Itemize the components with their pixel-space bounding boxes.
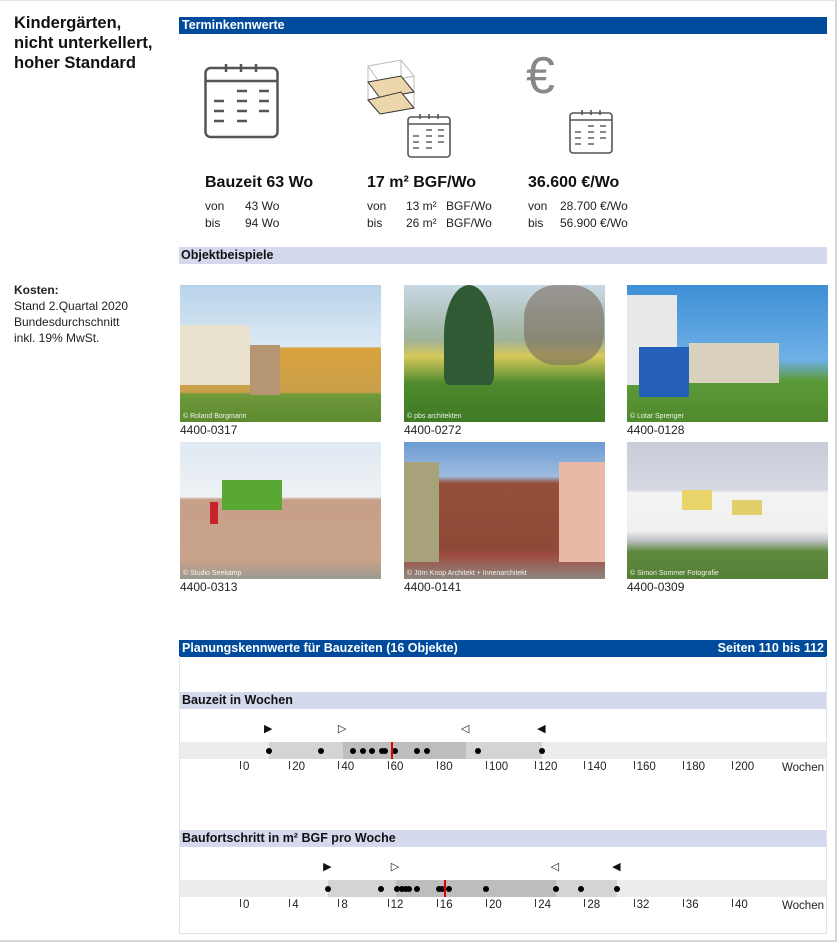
axis-unit-label: Wochen [782, 762, 824, 774]
axis-tick: 36 [683, 899, 699, 911]
axis-tick: 16 [437, 899, 453, 911]
kennwert-bgf [367, 174, 492, 232]
axis-tick: 20 [289, 761, 305, 773]
min-marker-icon: ▶ [323, 861, 332, 873]
axis-tick: 12 [388, 899, 404, 911]
photo-credit: © Jörn Knop Architekt + Innenarchitekt [407, 570, 527, 577]
photo-4400-0128[interactable] [627, 285, 828, 422]
bauzeit-chart [180, 718, 826, 778]
axis-unit-label: Wochen [782, 900, 824, 912]
von-value: 13 m² [406, 199, 437, 213]
kennwert-title: Bauzeit 63 Wo [205, 174, 314, 191]
axis-tick: 180 [683, 761, 705, 773]
data-point [382, 748, 388, 754]
kennwert-title: 36.600 €/Wo [528, 174, 620, 191]
baufortschritt-chart [180, 856, 826, 916]
axis-tick: 28 [584, 899, 600, 911]
von-label: von [205, 199, 225, 213]
von-unit: BGF/Wo [446, 199, 492, 213]
axis-tick: 200 [732, 761, 754, 773]
photo-4400-0272[interactable] [404, 285, 605, 422]
cost-date: Stand 2.Quartal 2020 [14, 299, 129, 313]
object-id: 4400-0128 [627, 423, 685, 437]
axis-tick: 80 [437, 761, 453, 773]
axis-tick: 100 [486, 761, 508, 773]
min-marker-icon: ▶ [264, 723, 273, 735]
section-header-objektbeispiele: Objektbeispiele [179, 247, 827, 264]
lower-marker-icon: ▷ [390, 861, 400, 873]
chart-title-baufortschritt: Baufortschritt in m² BGF pro Woche [180, 830, 826, 847]
photo-4400-0309[interactable] [627, 442, 828, 579]
data-point [424, 748, 430, 754]
median-line [391, 742, 393, 759]
photo-credit: © Simon Sommer Fotografie [630, 570, 719, 577]
axis-tick: 40 [338, 761, 354, 773]
axis-tick: 160 [634, 761, 656, 773]
von-value: 43 Wo [245, 199, 280, 213]
kennwert-kosten [528, 174, 628, 232]
object-id: 4400-0141 [404, 580, 462, 594]
euro-icon: € [526, 47, 555, 105]
quartile-band [396, 880, 556, 897]
page-title [14, 13, 152, 73]
photo-credit: © Studio Seekamp [183, 570, 242, 577]
von-value: 28.700 €/Wo [560, 199, 628, 213]
data-point [446, 886, 452, 892]
axis-tick: 120 [535, 761, 557, 773]
axis-tick: 4 [289, 899, 298, 911]
data-point [414, 886, 420, 892]
calendar-icon [204, 64, 279, 139]
axis-tick: 140 [584, 761, 606, 773]
section-header-terminkennwerte: Terminkennwerte [179, 17, 827, 34]
photo-4400-0317[interactable] [180, 285, 381, 422]
von-label: von [367, 199, 387, 213]
bis-label: bis [367, 216, 383, 230]
object-id: 4400-0272 [404, 423, 462, 437]
bis-unit: BGF/Wo [446, 216, 492, 230]
euro-calendar-icon [569, 110, 613, 155]
object-id: 4400-0313 [180, 580, 238, 594]
section-header-planungskennwerte [179, 640, 827, 657]
title-line: hoher Standard [14, 54, 136, 72]
data-point [553, 886, 559, 892]
data-point [483, 886, 489, 892]
axis-tick: 8 [338, 899, 347, 911]
bis-label: bis [528, 216, 544, 230]
chart-title-bauzeit: Bauzeit in Wochen [180, 692, 826, 709]
axis-tick: 32 [634, 899, 650, 911]
photo-credit: © pbs architekten [407, 413, 462, 420]
photo-4400-0313[interactable] [180, 442, 381, 579]
upper-marker-icon: ◁ [460, 723, 470, 735]
bis-label: bis [205, 216, 221, 230]
bis-value: 26 m² [406, 216, 437, 230]
data-point [350, 748, 356, 754]
axis-tick: 0 [240, 899, 249, 911]
object-id: 4400-0317 [180, 423, 238, 437]
title-line: nicht unterkellert, [14, 34, 153, 52]
cost-tax: inkl. 19% MwSt. [14, 331, 100, 345]
median-line [444, 880, 446, 897]
bis-value: 56.900 €/Wo [560, 216, 628, 230]
title-line: Kindergärten, [14, 14, 122, 32]
max-marker-icon: ◀ [612, 861, 621, 873]
axis-tick: 60 [388, 761, 404, 773]
bis-value: 94 Wo [245, 216, 280, 230]
von-label: von [528, 199, 548, 213]
axis-tick: 40 [732, 899, 748, 911]
photo-credit: © Roland Borgmann [183, 413, 247, 420]
axis-tick: 0 [240, 761, 249, 773]
photo-credit: © Lotar Sprenger [630, 413, 684, 420]
cost-label: Kosten: [14, 283, 59, 297]
object-id: 4400-0309 [627, 580, 685, 594]
max-marker-icon: ◀ [537, 723, 546, 735]
axis-tick: 20 [486, 899, 502, 911]
data-point [378, 886, 384, 892]
planung-title: Planungskennwerte für Bauzeiten (16 Objekte) [182, 641, 458, 655]
cost-info [14, 282, 128, 346]
axis-tick: 24 [535, 899, 551, 911]
kennwert-bauzeit [205, 174, 313, 232]
kennwert-title: 17 m² BGF/Wo [367, 174, 477, 191]
photo-4400-0141[interactable] [404, 442, 605, 579]
lower-marker-icon: ▷ [337, 723, 347, 735]
data-point [360, 748, 366, 754]
upper-marker-icon: ◁ [550, 861, 560, 873]
data-point [318, 748, 324, 754]
data-point [414, 748, 420, 754]
floor-area-calendar-icon [366, 56, 456, 158]
page-reference: Seiten 110 bis 112 [717, 641, 824, 655]
data-point [266, 748, 272, 754]
cost-region: Bundesdurchschnitt [14, 315, 120, 329]
